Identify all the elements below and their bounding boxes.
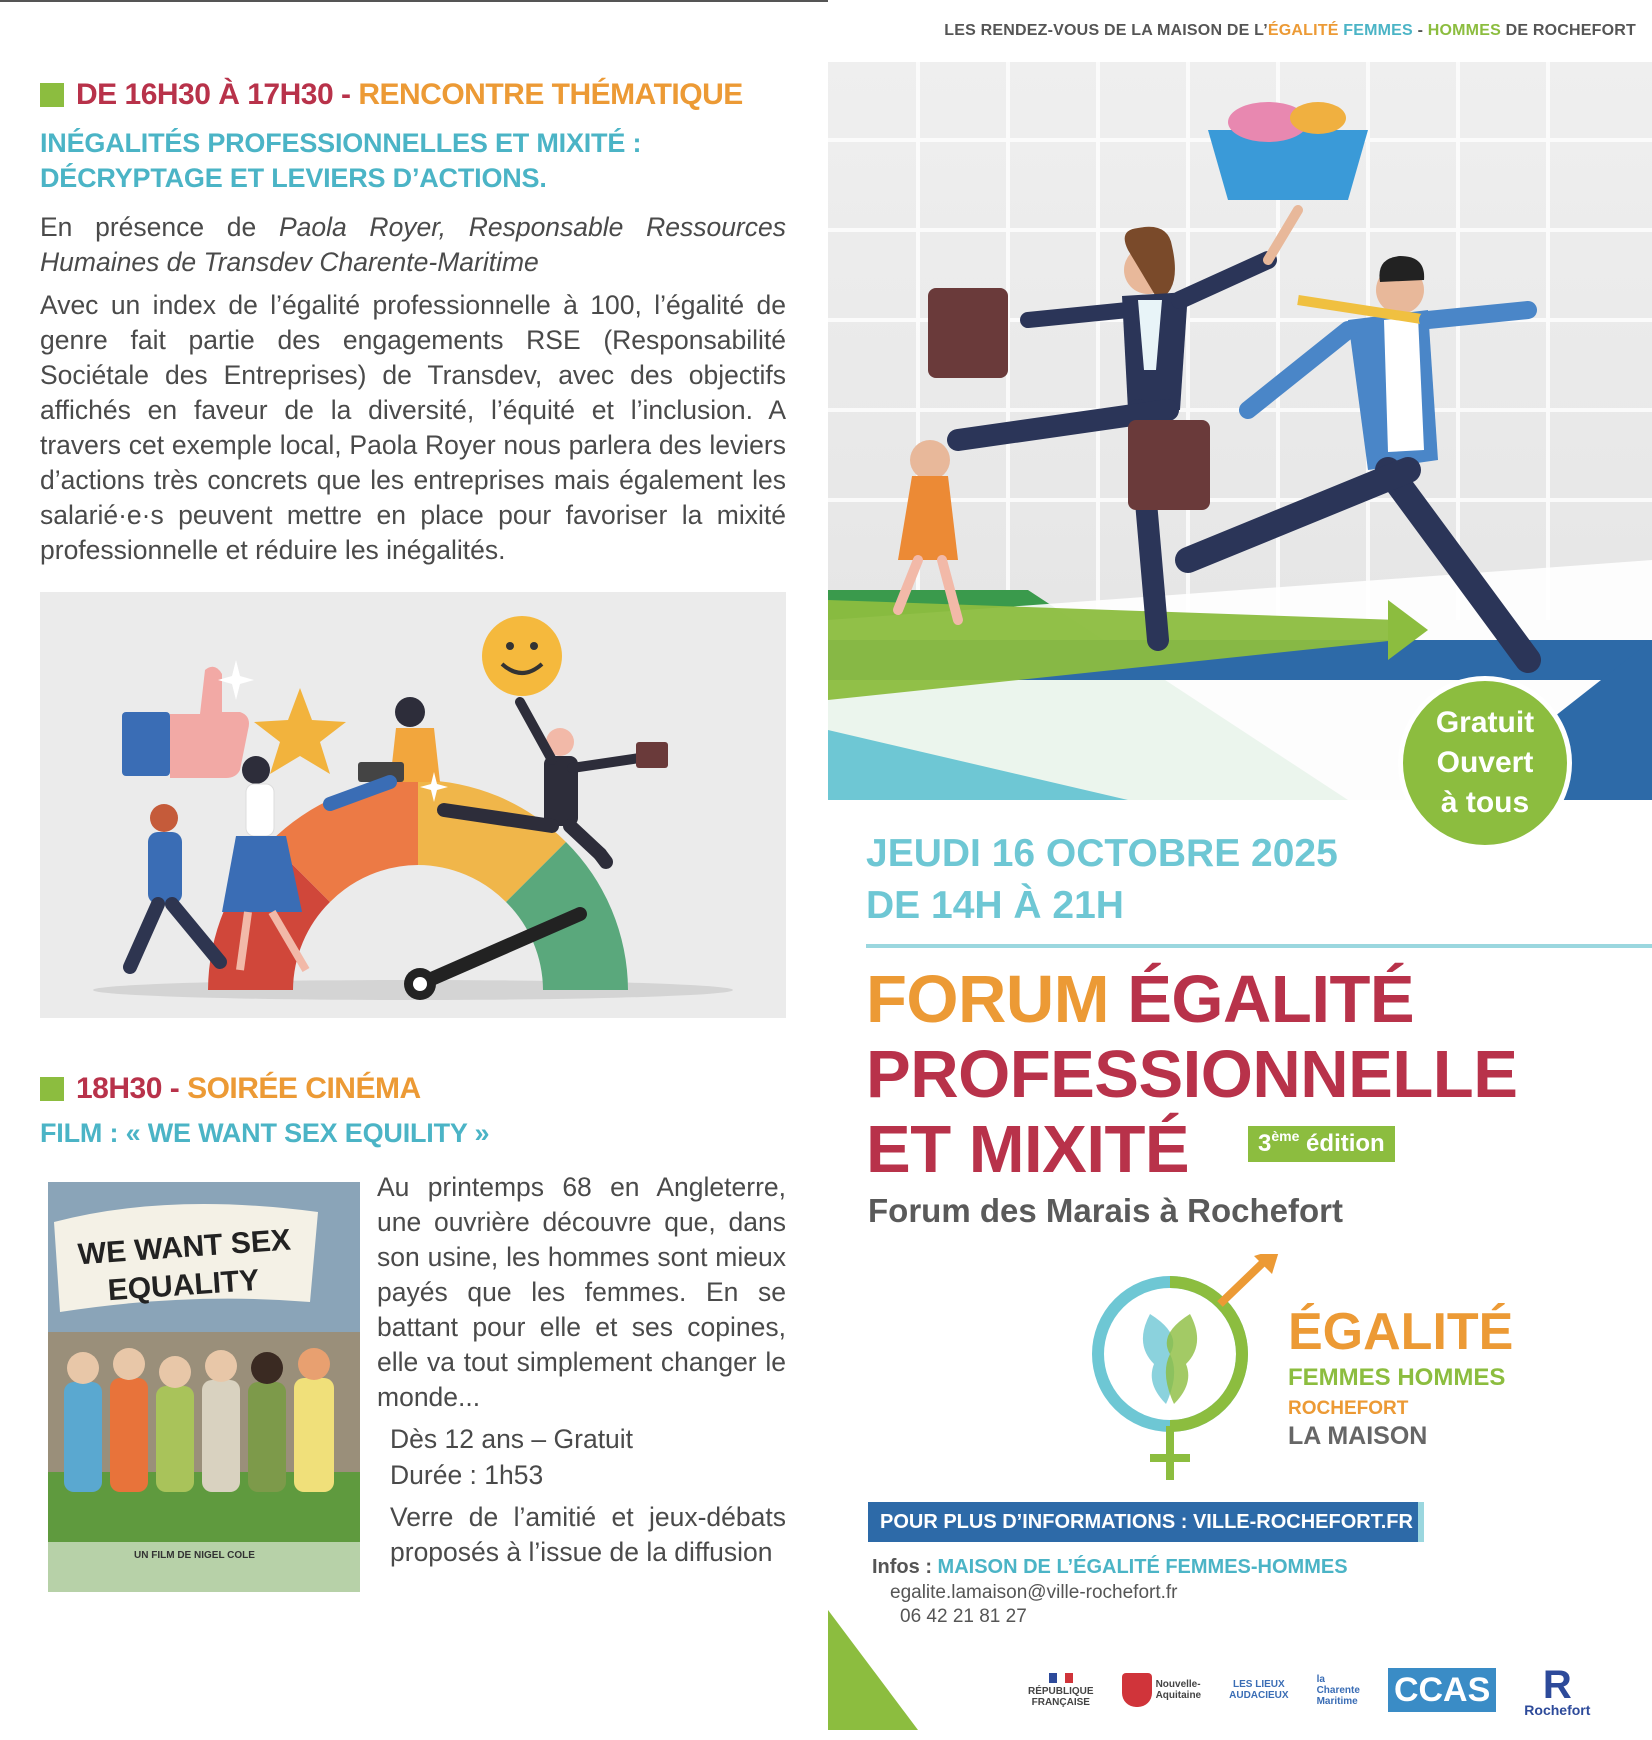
edition-suffix: ème	[1271, 1128, 1300, 1144]
green-square-bullet	[40, 83, 64, 107]
logo-la-maison: LA MAISON	[1288, 1422, 1428, 1450]
film-age: Dès 12 ans – Gratuit	[390, 1424, 634, 1454]
hero-illustration	[828, 0, 1652, 800]
section1-body: Avec un index de l’égalité professionnelle à 100, l’égalité de genre fait partie des engagements RSE (Responsabilité Sociétale des Entreprises) de Transdev, avec des objectifs affichés en faveur de la diversité, l’équité et l’inclusion. A travers cet exemple local, Paola Royer nous parlera des leviers d’actions très concrets que les entreprises mais également les salarié·e·s peuvent mettre en place pour favoriser la mixité professionnelle et réduire les inégalités.	[40, 290, 786, 565]
region-line2: Aquitaine	[1155, 1690, 1202, 1701]
topbar-femmes: FEMMES	[1338, 22, 1413, 39]
venue: Forum des Marais à Rochefort	[868, 1192, 1343, 1229]
topbar-hommes: HOMMES	[1427, 22, 1501, 39]
section1-time: DE 16H30 À 17H30	[76, 78, 334, 111]
partner-logos	[1028, 1660, 1590, 1720]
film-poster-svg	[48, 1182, 360, 1592]
gauge-illustration	[40, 592, 786, 1018]
gauge-illustration-svg	[40, 592, 786, 1018]
lieux-audacieux-logo	[1229, 1679, 1288, 1701]
section1-presence	[40, 210, 786, 280]
right-column	[828, 0, 1652, 1740]
edition-badge	[1248, 1126, 1395, 1162]
rochefort-r-icon: R	[1542, 1662, 1572, 1707]
republique-line2: FRANÇAISE	[1031, 1696, 1090, 1708]
section1-separator: -	[333, 78, 359, 111]
logo-femmes-hommes: FEMMES HOMMES	[1288, 1364, 1506, 1391]
ccas-logo: CCAS	[1388, 1668, 1496, 1712]
title-forum: FORUM	[866, 962, 1110, 1037]
poster-banner-line2: EQUALITY	[106, 1263, 261, 1308]
rochefort-logo	[1524, 1662, 1591, 1718]
badge-line1: Gratuit	[1435, 706, 1535, 739]
republique-line1: RÉPUBLIQUE	[1028, 1685, 1094, 1697]
topbar-part2: DE ROCHEFORT	[1500, 22, 1636, 39]
topbar-dash: -	[1412, 22, 1428, 39]
title-line3: ET MIXITÉ	[866, 1112, 1190, 1187]
edition-number: 3	[1258, 1130, 1272, 1157]
section1-subtitle-line1: INÉGALITÉS PROFESSIONNELLES ET MIXITÉ :	[40, 128, 642, 158]
film-synopsis: Au printemps 68 en Angleterre, une ouvrière découvre que, dans son usine, les hommes sont mieux payés que les femmes. En se battant pour elle et ses copines, elle va tout simplement changer le monde...	[377, 1172, 786, 1412]
event-hours: DE 14H À 21H	[866, 884, 1124, 927]
badge-line3: à tous	[1440, 786, 1530, 819]
badge-line2: Ouvert	[1436, 746, 1534, 779]
section2-time: 18H30	[76, 1072, 162, 1105]
presence-person: Paola Royer, Responsable Ressources Humaines de Transdev Charente-Maritime	[40, 212, 786, 277]
top-banner	[828, 0, 1652, 62]
nouvelle-aquitaine-logo	[1122, 1673, 1202, 1707]
topbar-egalite: ÉGALITÉ	[1267, 22, 1339, 39]
contact-phone[interactable]: 06 42 21 81 27	[900, 1606, 1027, 1627]
corner-triangle-decoration	[828, 1610, 918, 1730]
section1-type: RENCONTRE THÉMATIQUE	[358, 78, 743, 111]
republique-francaise-logo	[1028, 1673, 1094, 1708]
hero-illustration-svg	[828, 0, 1652, 800]
film-poster	[48, 1182, 360, 1592]
presence-prefix: En présence de	[40, 212, 279, 242]
lieux-line1: LES LIEUX	[1233, 1679, 1285, 1690]
film-after: Verre de l’amitié et jeux-débats proposés à l’issue de la diffusion	[390, 1502, 786, 1567]
top-banner-text	[944, 22, 1636, 40]
topbar-part1: LES RENDEZ-VOUS DE LA MAISON DE L’	[944, 22, 1268, 39]
infos-label: Infos :	[872, 1556, 938, 1578]
poster-banner-line1: WE WANT SEX	[76, 1223, 292, 1272]
region-line1: Nouvelle-	[1155, 1679, 1201, 1690]
title-line1	[866, 962, 1414, 1037]
film-duration: Durée : 1h53	[390, 1460, 544, 1490]
lieux-line2: AUDACIEUX	[1229, 1690, 1289, 1701]
section1-heading	[40, 78, 743, 112]
title-egalite: ÉGALITÉ	[1109, 962, 1415, 1037]
section1-subtitle-line2: DÉCRYPTAGE ET LEVIERS D’ACTIONS.	[40, 163, 547, 193]
infos-org: MAISON DE L’ÉGALITÉ FEMMES-HOMMES	[937, 1556, 1348, 1578]
logo-rochefort: ROCHEFORT	[1288, 1398, 1409, 1419]
charente-line3: Maritime	[1316, 1695, 1358, 1707]
free-open-badge	[1398, 676, 1572, 850]
charente-line2: Charente	[1316, 1684, 1360, 1696]
event-date: JEUDI 16 OCTOBRE 2025	[866, 832, 1338, 875]
info-website-banner[interactable]: POUR PLUS D’INFORMATIONS : VILLE-ROCHEFORT.FR	[868, 1502, 1424, 1542]
edition-word: édition	[1299, 1130, 1385, 1157]
section2-subtitle: FILM : « WE WANT SEX EQUILITY »	[40, 1118, 490, 1148]
gender-symbol-icon	[1050, 1254, 1290, 1484]
logo-egalite: ÉGALITÉ	[1288, 1303, 1514, 1361]
date-underline	[866, 944, 1652, 948]
maison-egalite-logo	[1050, 1254, 1514, 1484]
section2-heading	[40, 1072, 421, 1106]
contact-email[interactable]: egalite.lamaison@ville-rochefort.fr	[890, 1582, 1178, 1603]
green-square-bullet	[40, 1077, 64, 1101]
poster-credit: UN FILM DE NIGEL COLE	[134, 1550, 255, 1561]
title-line2: PROFESSIONNELLE	[866, 1037, 1518, 1112]
charente-maritime-logo	[1317, 1674, 1360, 1707]
section2-type: SOIRÉE CINÉMA	[187, 1072, 421, 1105]
section1-subtitle	[40, 126, 641, 196]
infos-line	[872, 1556, 1348, 1579]
section2-separator: -	[161, 1072, 188, 1105]
charente-line1: la	[1316, 1673, 1325, 1685]
rochefort-label: Rochefort	[1524, 1701, 1591, 1718]
